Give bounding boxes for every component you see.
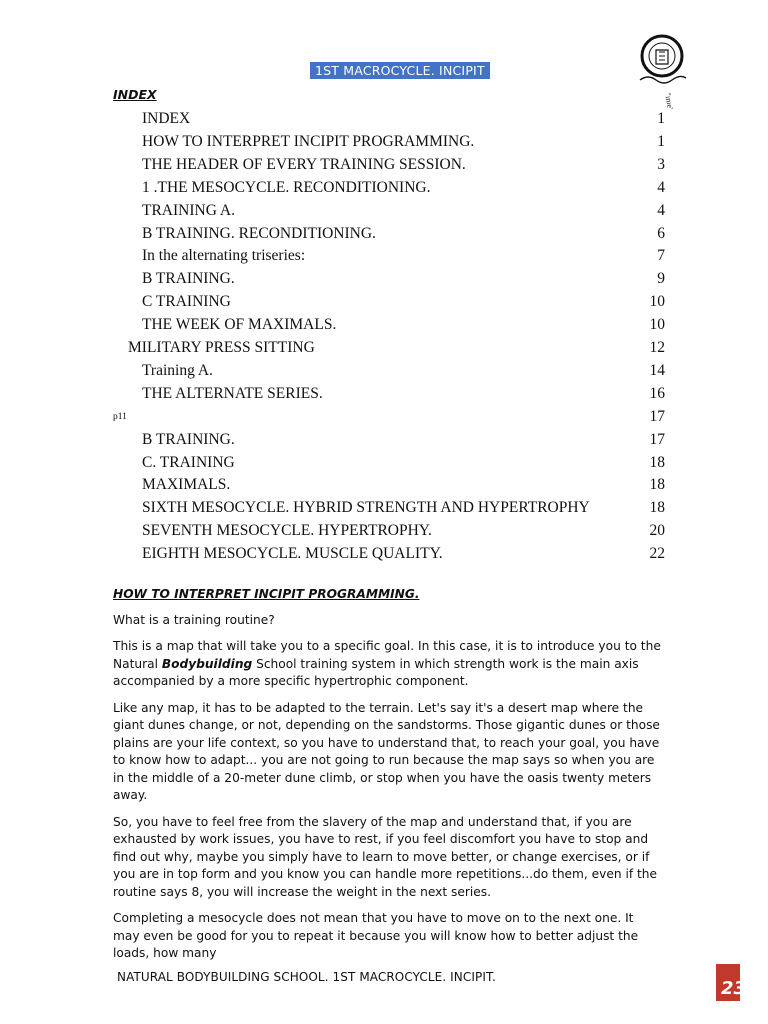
page-footer: NATURAL BODYBUILDING SCHOOL. 1ST MACROCYCLE. INCIPIT. [117,970,496,984]
toc-entry-page: 1 [657,132,665,150]
toc-entry[interactable] [0,293,768,316]
section-heading: HOW TO INTERPRET INCIPIT PROGRAMMING. [113,587,420,601]
toc-entry[interactable] [0,270,768,293]
toc-entry[interactable] [0,476,768,499]
toc-entry[interactable] [0,133,768,156]
toc-entry-page: 14 [649,361,665,379]
toc-entry-page: 3 [657,155,665,173]
toc-entry[interactable] [0,522,768,545]
toc-entry-page: 7 [657,247,665,265]
toc-entry-label: TRAINING A. [142,201,235,219]
paragraph-4: Completing a mesocycle does not mean that you have to move on to the next one. It may even be good for you to repeat it because you will know how to better adjust the loads, how many [113,911,639,960]
toc-entry-label: B TRAINING. [142,270,235,288]
index-heading: INDEX [113,87,157,102]
toc-entry-label: p11 [113,411,127,422]
bold-term: Bodybuilding [161,656,253,671]
toc-entry[interactable] [0,431,768,454]
toc-entry-label: HOW TO INTERPRET INCIPIT PROGRAMMING. [142,132,475,150]
toc-entry-label: MILITARY PRESS SITTING [128,339,315,356]
toc-entry-label: SEVENTH MESOCYCLE. HYPERTROPHY. [142,522,432,540]
toc-entry-page: 18 [649,476,665,494]
toc-entry[interactable] [0,202,768,225]
toc-entry[interactable] [0,339,768,362]
toc-entry[interactable] [0,454,768,477]
toc-entry-label: B TRAINING. [142,430,235,448]
toc-entry-label: THE ALTERNATE SERIES. [142,384,323,402]
toc-entry[interactable] [0,110,768,133]
margin-note: "ınıe' [663,92,675,111]
toc-entry[interactable] [0,362,768,385]
toc-entry-page: 17 [649,430,665,448]
toc-entry-label: In the alternating triseries: [142,247,306,265]
toc-entry-page: 17 [649,407,665,425]
toc-entry-page: 9 [657,270,665,288]
toc-entry[interactable] [0,179,768,202]
toc-entry-page: 22 [649,545,665,563]
toc-entry[interactable] [0,247,768,270]
page-number-badge [716,964,747,1001]
toc-entry[interactable] [0,408,768,431]
section-question: What is a training routine? [113,612,275,627]
toc-entry-page: 18 [649,453,665,471]
toc-entry-label: 1 .THE MESOCYCLE. RECONDITIONING. [142,178,431,196]
toc-entry-label: C TRAINING [142,293,231,311]
section-content [113,586,661,972]
toc-entry[interactable] [0,225,768,248]
toc-entry-label: MAXIMALS. [142,476,231,494]
toc-entry-label: B TRAINING. RECONDITIONING. [142,224,376,242]
toc-entry[interactable] [0,385,768,408]
toc-entry-page: 20 [649,522,665,540]
toc-entry-label: C. TRAINING [142,453,235,471]
toc-entry[interactable] [0,316,768,339]
paragraph-2: Like any map, it has to be adapted to the terrain. Let's say it's a desert map where the giant dunes change, or not, depending on the sandstorms. Those gigantic dunes or those plains are your life context, so you have to understand that, to reach your goal, you have to know how to adapt... you are not going to run because the map says so when you are in the middle of a 20-meter dune climb, or stop when you have the oasis twenty meters away. [113,700,660,802]
school-seal-logo-icon [634,30,690,88]
page-title: 1ST MACROCYCLE. INCIPIT [310,62,490,79]
toc-entry-page: 4 [657,178,665,196]
paragraph-3: So, you have to feel free from the slavery of the map and understand that, if you are exhausted by work issues, you have to rest, if you feel discomfort you have to stop and find out why, maybe you simply have to learn to move better, or change exercises, or if you are in top form and you know you can handle more repetitions...do them, even if the routine says 8, you will increase the weight in the next series. [113,814,658,899]
toc-entry-page: 10 [649,316,665,334]
toc-entry[interactable] [0,499,768,522]
toc-entry-label: THE WEEK OF MAXIMALS. [142,316,337,334]
toc-entry[interactable] [0,156,768,179]
toc-entry-page: 6 [657,224,665,242]
toc-entry-page: 16 [649,384,665,402]
toc-entry-label: THE HEADER OF EVERY TRAINING SESSION. [142,155,466,173]
toc-entry-label: INDEX [142,110,191,127]
toc-entry-label: EIGHTH MESOCYCLE. MUSCLE QUALITY. [142,545,443,563]
toc-entry[interactable] [0,545,768,568]
paragraph-1: This is a map that will take you to a specific goal. In this case, it is to introduce you to the Natural Bodybuilding School training system in which strength work is the main axis accompanied by a more specific hypertrophic component. [113,639,661,688]
toc-entry-page: 18 [649,499,665,517]
toc-entry-page: 10 [649,293,665,311]
toc-entry-label: Training A. [142,361,213,379]
page-number: 23 [721,978,747,999]
toc-entry-page: 4 [657,201,665,219]
toc-entry-page: 12 [649,339,665,356]
toc-entry-page: 1 [657,110,665,127]
toc-entry-label: SIXTH MESOCYCLE. HYBRID STRENGTH AND HYPERTROPHY [142,499,590,517]
